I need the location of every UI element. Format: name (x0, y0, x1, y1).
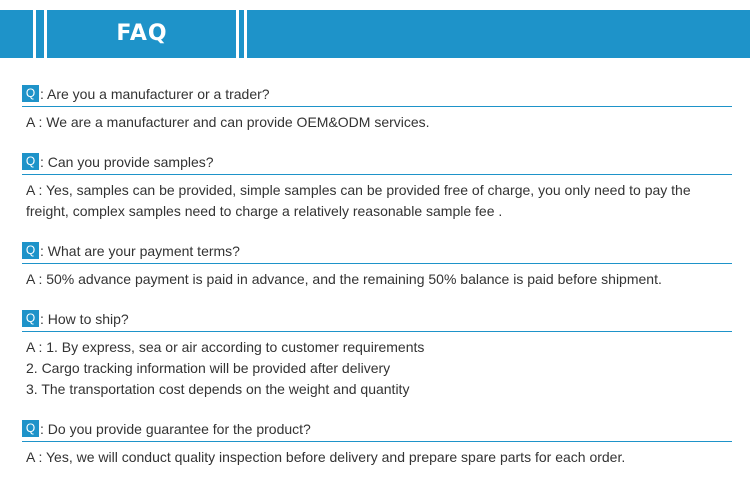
question-row (22, 239, 732, 263)
answer-line: freight, complex samples need to charge a relatively reasonable sample fee . (26, 203, 503, 219)
faq-item (22, 239, 732, 290)
question-row (22, 307, 732, 331)
question-badge: Q (22, 310, 39, 327)
faq-item (22, 307, 732, 400)
answer-line: A : We are a manufacturer and can provide OEM&ODM services. (26, 114, 430, 130)
faq-banner (0, 10, 750, 58)
question-row (22, 150, 732, 174)
faq-item (22, 150, 732, 222)
answer-line: A : 1. By express, sea or air according to customer requirements (26, 339, 425, 355)
question-badge: Q (22, 153, 39, 170)
answer-line: A : Yes, samples can be provided, simple samples can be provided free of charge, you only need to pay the (26, 182, 691, 198)
question-text: : How to ship? (40, 311, 129, 327)
banner-divider (236, 10, 239, 58)
banner-divider (44, 10, 47, 58)
banner-divider (244, 10, 247, 58)
answer-line: 2. Cargo tracking information will be provided after delivery (26, 360, 391, 376)
answer-text (22, 174, 732, 222)
question-badge: Q (22, 242, 39, 259)
question-row (22, 417, 732, 441)
answer-text (22, 331, 732, 400)
answer-line: A : Yes, we will conduct quality inspection before delivery and prepare spare parts for each order. (26, 449, 626, 465)
page-title: FAQ (116, 21, 168, 46)
question-badge: Q (22, 85, 39, 102)
question-text: : Do you provide guarantee for the product? (40, 421, 311, 437)
banner-divider (33, 10, 36, 58)
answer-line: 3. The transportation cost depends on the weight and quantity (26, 381, 410, 397)
question-badge: Q (22, 420, 39, 437)
faq-item (22, 82, 732, 133)
question-row (22, 82, 732, 106)
answer-line: A : 50% advance payment is paid in advance, and the remaining 50% balance is paid before shipment. (26, 271, 662, 287)
answer-text (22, 106, 732, 133)
question-text: : What are your payment terms? (40, 243, 240, 259)
question-text: : Can you provide samples? (40, 154, 214, 170)
question-text: : Are you a manufacturer or a trader? (40, 86, 270, 102)
faq-item (22, 417, 732, 468)
answer-text (22, 441, 732, 468)
answer-text (22, 263, 732, 290)
